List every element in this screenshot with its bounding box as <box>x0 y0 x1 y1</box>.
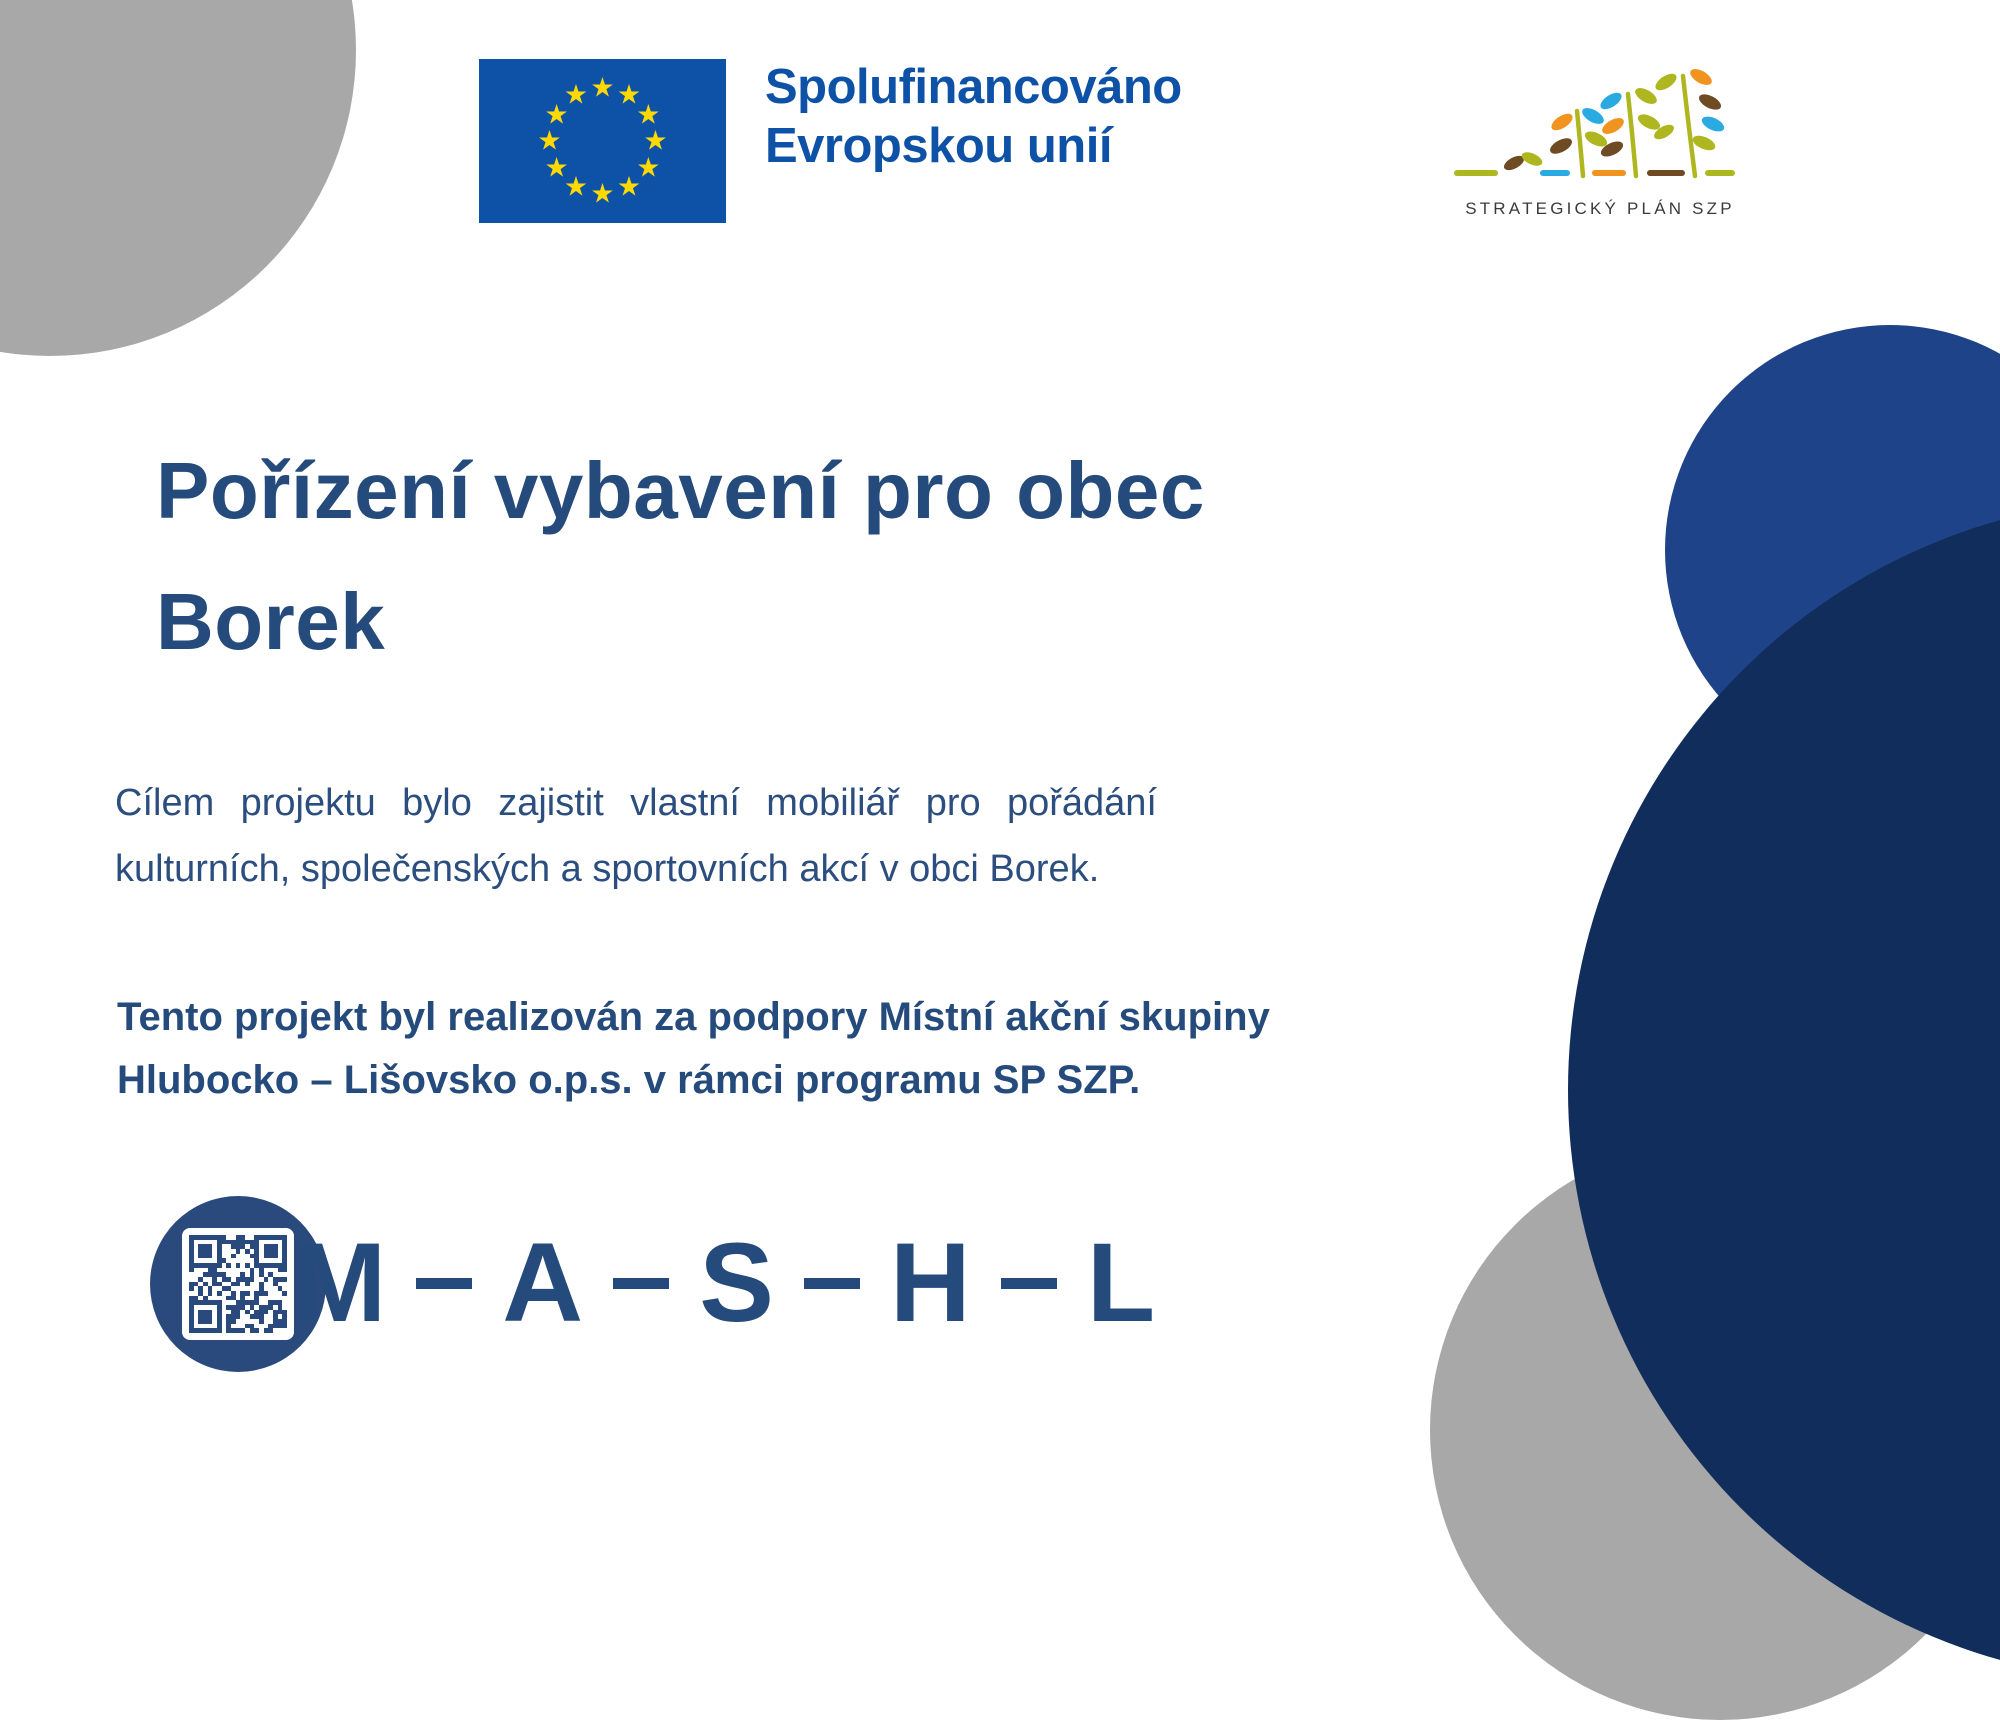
support-statement-line2: Hlubocko – Lišovsko o.p.s. v rámci programu SP SZP. <box>117 1058 1141 1102</box>
eu-cofunded-claim <box>765 58 1182 176</box>
star-icon: ★ <box>616 79 642 111</box>
mashl-dash <box>613 1278 669 1289</box>
szp-logo <box>1448 46 1752 219</box>
project-description <box>115 770 1157 902</box>
mashl-letter-s: S <box>699 1220 774 1345</box>
star-icon: ★ <box>590 178 615 210</box>
mashl-dash <box>1001 1278 1057 1289</box>
mashl-letter-h: H <box>889 1220 971 1345</box>
mashl-letter-l: L <box>1086 1220 1156 1345</box>
support-statement <box>117 986 1270 1112</box>
star-icon: ★ <box>537 125 562 157</box>
mashl-dash <box>416 1278 472 1289</box>
qr-code-plate <box>182 1228 294 1340</box>
szp-plants-icon <box>1448 46 1752 196</box>
star-icon: ★ <box>563 171 589 203</box>
eu-claim-line1: Spolufinancováno <box>765 60 1182 114</box>
star-icon: ★ <box>636 152 661 183</box>
mashl-letter-m: M <box>293 1220 387 1345</box>
star-icon: ★ <box>544 152 569 183</box>
project-description-line1: Cílem projektu bylo zajistit vlastní mobiliář pro pořádání <box>115 782 1157 824</box>
project-description-line2: kulturních, společenských a sportovních akcí v obci Borek. <box>115 848 1100 890</box>
support-statement-line1: Tento projekt byl realizován za podpory Místní akční skupiny <box>117 995 1270 1039</box>
page-title-line1: Pořízení vybavení pro obec <box>156 446 1205 535</box>
eu-flag-icon <box>479 59 726 223</box>
star-icon: ★ <box>590 72 615 104</box>
qr-code <box>189 1235 287 1333</box>
page-title <box>156 425 1205 687</box>
mashl-letter-a: A <box>502 1220 584 1345</box>
page-title-line2: Borek <box>156 577 386 666</box>
szp-logo-label: STRATEGICKÝ PLÁN SZP <box>1465 199 1735 218</box>
mashl-logo <box>293 1220 1156 1345</box>
star-icon: ★ <box>643 125 668 157</box>
star-icon: ★ <box>616 171 642 203</box>
mashl-dash <box>804 1278 860 1289</box>
eu-claim-line2: Evropskou unií <box>765 119 1112 173</box>
star-icon: ★ <box>544 99 569 130</box>
star-icon: ★ <box>636 99 661 130</box>
star-icon: ★ <box>563 79 589 111</box>
